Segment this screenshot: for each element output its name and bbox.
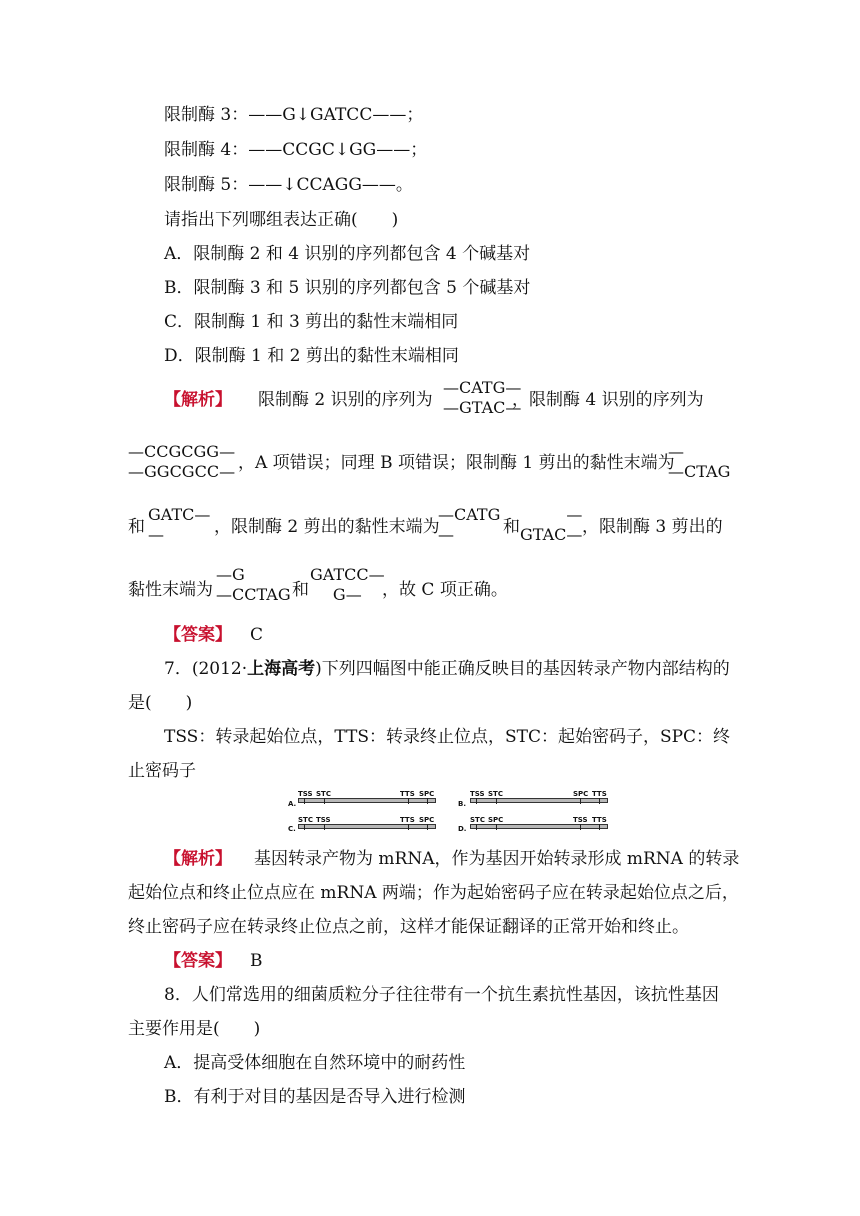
figure-label-a: A. (288, 800, 297, 808)
sequence-top: —CATG (438, 505, 501, 524)
enzyme3-line: 限制酶 3：——G↓GATCC——； (164, 105, 424, 125)
sequence-bottom: G— (332, 585, 362, 604)
figure-label-b: B. (458, 800, 466, 808)
sequence-enzyme4 (128, 442, 235, 482)
q6-option-d: D．限制酶 1 和 2 剪出的黏性末端相同 (164, 346, 459, 366)
q6-option-c: C．限制酶 1 和 3 剪出的黏性末端相同 (164, 312, 459, 332)
marker-a-left2: STC (316, 790, 331, 798)
marker-a-right2: SPC (419, 790, 435, 798)
sequence-top: — (566, 505, 583, 524)
transcript-bar-d (470, 824, 608, 829)
tick (427, 798, 428, 804)
tick (496, 824, 497, 830)
tick (408, 824, 409, 830)
q6-analysis-text-10: ，故 C 项正确。 (382, 580, 508, 600)
q6-analysis-text-4: 和 (128, 517, 145, 537)
q7-analysis-2: 起始位点和终止位点应在 mRNA 两端；作为起始密码子应在转录起始位点之后， (128, 883, 739, 903)
transcript-figure (288, 790, 618, 836)
figure-label-d: D. (458, 825, 467, 833)
marker-c-left2: TSS (316, 816, 331, 824)
sequence-bottom: GTAC— (520, 525, 583, 544)
marker-c-right2: SPC (419, 816, 435, 824)
tick (476, 824, 477, 830)
q8-line-1: 8．人们常选用的细菌质粒分子往往带有一个抗生素抗性基因，该抗性基因 (164, 985, 719, 1005)
tick (304, 798, 305, 804)
marker-a-right1: TTS (400, 790, 415, 798)
q6-analysis-text-5: ，限制酶 2 剪出的黏性末端为 (214, 517, 440, 537)
marker-d-left2: SPC (488, 816, 504, 824)
marker-c-left1: STC (298, 816, 313, 824)
sequence-bottom: — (148, 525, 164, 544)
q6-analysis-text-1: 限制酶 2 识别的序列为 (258, 390, 433, 410)
q7-answer: B (250, 951, 263, 971)
transcript-bar-a (298, 798, 436, 803)
sticky-end-enzyme3-b (310, 565, 385, 605)
sequence-top: GATC— (148, 505, 211, 524)
q7-line-1: 7．(2012·上海高考)下列四幅图中能正确反映目的基因转录产物内部结构的 (164, 659, 730, 679)
sequence-bottom: —CCTAG (216, 585, 291, 604)
tick (304, 824, 305, 830)
sticky-end-enzyme2-b (520, 505, 582, 545)
source-link: 上海高考 (247, 659, 316, 679)
q6-option-b: B．限制酶 3 和 5 识别的序列都包含 5 个碱基对 (164, 278, 531, 298)
sticky-end-enzyme1-b (148, 505, 210, 545)
tick (324, 824, 325, 830)
q8-line-2: 主要作用是( ) (128, 1019, 261, 1039)
enzyme5-line: 限制酶 5：——↓CCAGG——。 (164, 175, 413, 195)
q6-analysis-text-3: ，A 项错误；同理 B 项错误；限制酶 1 剪出的黏性末端为 (238, 453, 675, 473)
q8-option-a: A．提高受体细胞在自然环境中的耐药性 (164, 1053, 466, 1073)
sticky-end-enzyme1-a (668, 442, 730, 482)
marker-b-left1: TSS (470, 790, 485, 798)
marker-b-right1: SPC (573, 790, 589, 798)
tick (599, 798, 600, 804)
marker-a-left1: TSS (298, 790, 313, 798)
marker-d-right2: TTS (592, 816, 607, 824)
q7-analysis-label: 【解析】 (164, 849, 232, 869)
q7-analysis-1: 基因转录产物为 mRNA，作为基因开始转录形成 mRNA 的转录 (254, 849, 740, 869)
q6-analysis-text-7: ，限制酶 3 剪出的 (582, 517, 723, 537)
tick (476, 798, 477, 804)
q8-option-b: B．有利于对目的基因是否导入进行检测 (164, 1087, 466, 1107)
q7-legend-2: 止密码子 (128, 761, 196, 781)
sticky-end-enzyme2-a (438, 505, 500, 545)
sequence-bottom: —GTAC— (443, 398, 522, 417)
sequence-top: —CCGCGG— (128, 442, 236, 461)
tick (599, 824, 600, 830)
q6-option-a: A．限制酶 2 和 4 识别的序列都包含 4 个碱基对 (164, 244, 531, 264)
q6-answer-label: 【答案】 (164, 625, 232, 645)
marker-d-left1: STC (470, 816, 485, 824)
marker-c-right1: TTS (400, 816, 415, 824)
tick (427, 824, 428, 830)
q7-legend-1: TSS：转录起始位点，TTS：转录终止位点，STC：起始密码子，SPC：终 (164, 727, 731, 747)
q7-analysis-3: 终止密码子应在转录终止位点之前，这样才能保证翻译的正常开始和终止。 (128, 917, 689, 937)
q6-analysis-text-6: 和 (503, 517, 520, 537)
sequence-bottom: —CTAG (668, 462, 731, 481)
figure-label-c: C. (288, 825, 296, 833)
sequence-top: — (668, 442, 684, 461)
sequence-top: GATCC— (310, 565, 385, 584)
q6-analysis-label: 【解析】 (164, 390, 232, 410)
q6-analysis-text-2: ，限制酶 4 识别的序列为 (512, 390, 704, 410)
sequence-enzyme2 (443, 378, 521, 418)
q6-analysis-text-9: 和 (292, 580, 309, 600)
transcript-bar-b (470, 798, 608, 803)
q7-answer-label: 【答案】 (164, 951, 232, 971)
q6-prompt: 请指出下列哪组表达正确( ) (164, 210, 399, 230)
q6-answer: C (250, 625, 264, 645)
tick (408, 798, 409, 804)
sequence-top: —G (216, 565, 245, 584)
q6-analysis-text-8: 黏性末端为 (128, 580, 213, 600)
transcript-bar-c (298, 824, 436, 829)
marker-d-right1: TSS (573, 816, 588, 824)
sequence-bottom: — (438, 525, 454, 544)
sequence-top: —CATG— (443, 378, 522, 397)
sequence-bottom: —GGCGCC— (128, 462, 236, 481)
enzyme4-line: 限制酶 4：——CCGC↓GG——； (164, 140, 428, 160)
sticky-end-enzyme3-a (216, 565, 291, 605)
tick (580, 824, 581, 830)
q7-line-2: 是( ) (128, 693, 193, 713)
tick (324, 798, 325, 804)
tick (580, 798, 581, 804)
marker-b-right2: TTS (592, 790, 607, 798)
marker-b-left2: STC (488, 790, 503, 798)
tick (496, 798, 497, 804)
